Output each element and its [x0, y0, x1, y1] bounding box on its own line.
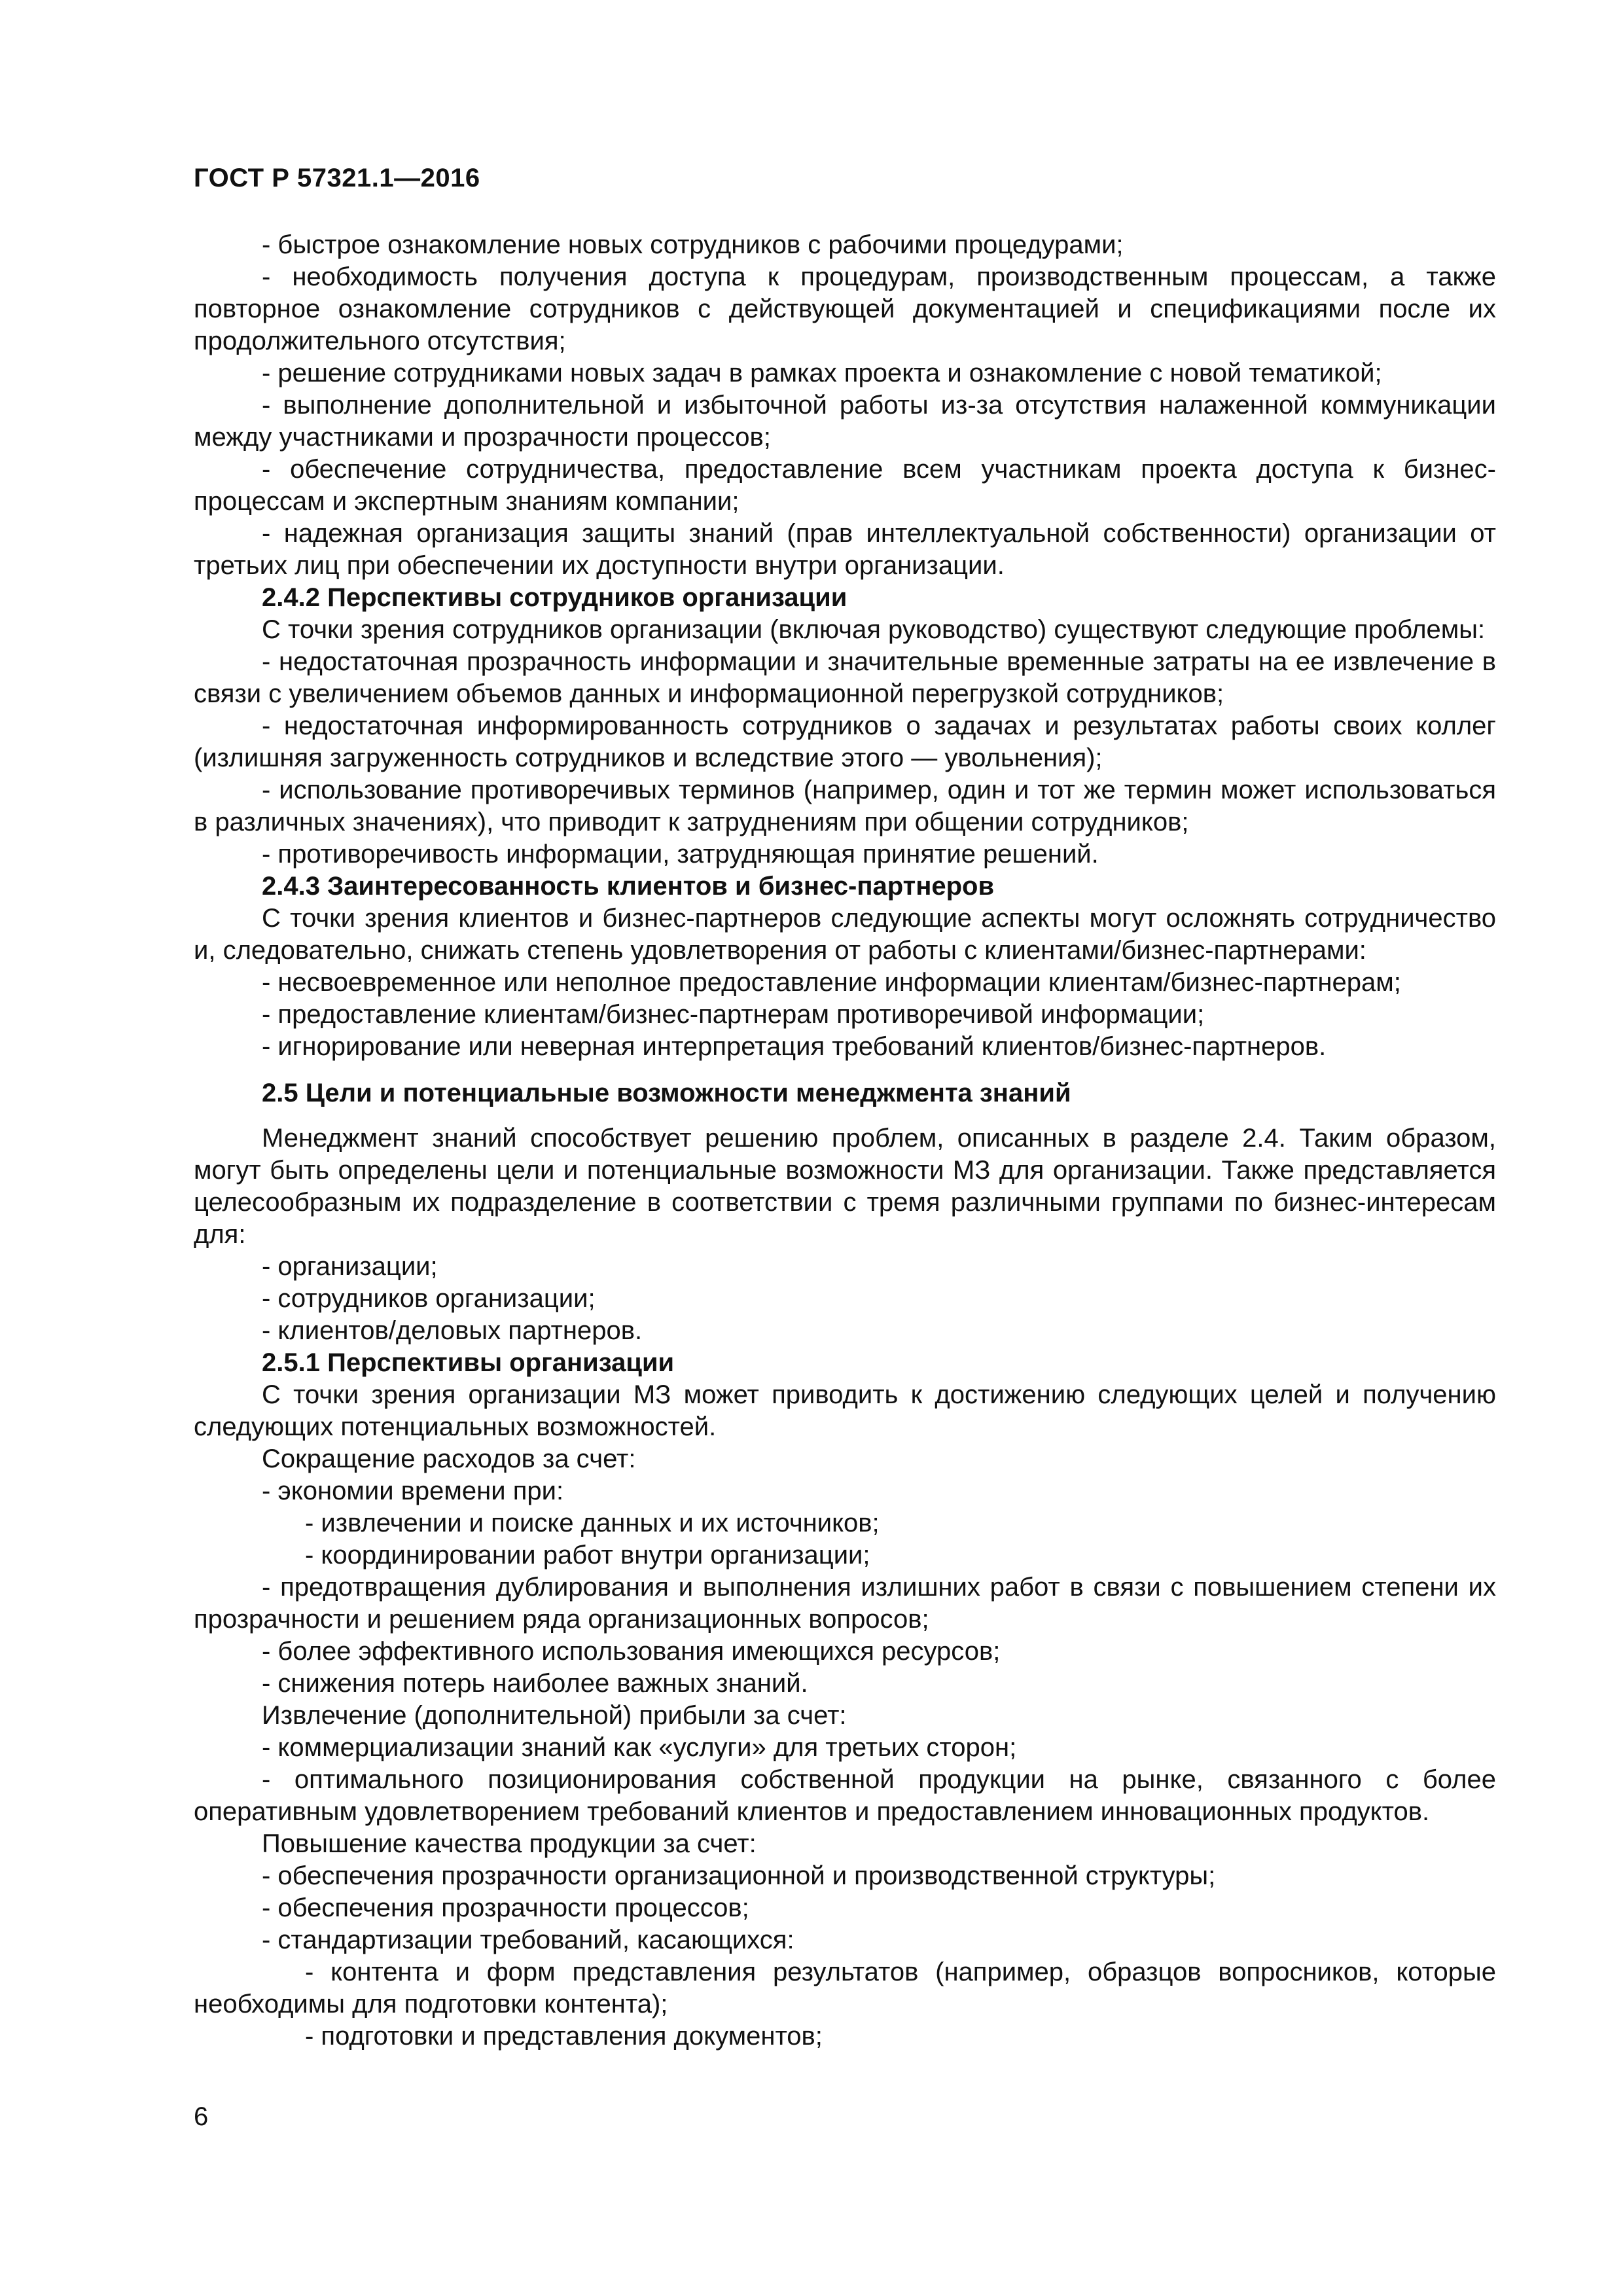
list-item: - надежная организация защиты знаний (прав интеллектуальной собственности) организации от третьих лиц при обеспечении их доступности внутри организации.	[194, 519, 1496, 580]
list-item: - экономии времени при:	[262, 1477, 564, 1505]
page-number: 6	[194, 2102, 209, 2131]
list-item: - стандартизации требований, касающихся:	[262, 1926, 794, 1954]
list-item: - недостаточная прозрачность информации и значительные временные затраты на ее извлечение в связи с увеличением объемов данных и информационной перегрузкой сотрудников;	[194, 647, 1496, 708]
subsection-heading: 2.4.3 Заинтересованность клиентов и бизнес-партнеров	[262, 872, 995, 901]
section-heading: 2.5 Цели и потенциальные возможности менеджмента знаний	[262, 1079, 1071, 1107]
list-item: - выполнение дополнительной и избыточной работы из-за отсутствия налаженной коммуникации между участниками и прозрачности процессов;	[194, 391, 1496, 452]
nested-list-item: - контента и форм представления результатов (например, образцов вопросников, которые необходимы для подготовки контента);	[194, 1958, 1496, 2018]
list-item: - быстрое ознакомление новых сотрудников с рабочими процедурами;	[262, 230, 1124, 259]
list-item: - клиентов/деловых партнеров.	[262, 1316, 643, 1345]
list-item: - решение сотрудниками новых задач в рамках проекта и ознакомление с новой тематикой;	[262, 359, 1382, 387]
paragraph: Менеджмент знаний способствует решению проблем, описанных в разделе 2.4. Таким образом, могут быть определены цели и потенциальные возможности МЗ для организации. Также представляется целесообразным их подразделение в соответствии с тремя различными группами по бизнес-интересам для:	[194, 1124, 1496, 1249]
list-item: - необходимость получения доступа к процедурам, производственным процессам, а также повторное ознакомление сотрудников с действующей документацией и спецификациями после их продолжительного отсутствия;	[194, 262, 1496, 355]
list-item: - обеспечения прозрачности организационной и производственной структуры;	[262, 1861, 1216, 1890]
paragraph: Извлечение (дополнительной) прибыли за счет:	[262, 1701, 847, 1730]
list-item: - обеспечение сотрудничества, предоставление всем участникам проекта доступа к бизнес-процессам и экспертным знаниям компании;	[194, 455, 1496, 516]
paragraph: С точки зрения организации МЗ может приводить к достижению следующих целей и получению следующих потенциальных возможностей.	[194, 1380, 1496, 1441]
document-header: ГОСТ Р 57321.1—2016	[194, 164, 480, 192]
list-item: - обеспечения прозрачности процессов;	[262, 1893, 749, 1922]
list-item: - организации;	[262, 1252, 438, 1281]
list-item: - более эффективного использования имеющихся ресурсов;	[262, 1637, 1001, 1666]
paragraph: С точки зрения сотрудников организации (включая руководство) существуют следующие проблемы:	[262, 615, 1486, 644]
list-item: - предотвращения дублирования и выполнения излишних работ в связи с повышением степени их прозрачности и решением ряда организационных вопросов;	[194, 1573, 1496, 1634]
list-item: - снижения потерь наиболее важных знаний.	[262, 1669, 808, 1698]
nested-list-item: - подготовки и представления документов;	[305, 2022, 823, 2051]
document-body	[194, 229, 1496, 2053]
list-item: - предоставление клиентам/бизнес-партнерам противоречивой информации;	[262, 1000, 1205, 1029]
list-item: - игнорирование или неверная интерпретация требований клиентов/бизнес-партнеров.	[262, 1032, 1327, 1061]
subsection-heading: 2.4.2 Перспективы сотрудников организации	[262, 583, 847, 612]
nested-list-item: - координировании работ внутри организации;	[305, 1541, 870, 1570]
nested-list-item: - извлечении и поиске данных и их источников;	[305, 1509, 880, 1537]
list-item: - оптимального позиционирования собственной продукции на рынке, связанного с более оперативным удовлетворением требований клиентов и предоставлением инновационных продуктов.	[194, 1765, 1496, 1826]
list-item: - коммерциализации знаний как «услуги» для третьих сторон;	[262, 1733, 1017, 1762]
list-item: - использование противоречивых терминов (например, один и тот же термин может использоваться в различных значениях), что приводит к затруднениям при общении сотрудников;	[194, 776, 1496, 836]
paragraph: Сокращение расходов за счет:	[262, 1444, 636, 1473]
paragraph: С точки зрения клиентов и бизнес-партнеров следующие аспекты могут осложнять сотрудничество и, следовательно, снижать степень удовлетворения от работы с клиентами/бизнес-партнерами:	[194, 904, 1496, 965]
list-item: - недостаточная информированность сотрудников о задачах и результатах работы своих коллег (излишняя загруженность сотрудников и вследствие этого — увольнения);	[194, 711, 1496, 772]
list-item: - сотрудников организации;	[262, 1284, 596, 1313]
paragraph: Повышение качества продукции за счет:	[262, 1829, 757, 1858]
list-item: - несвоевременное или неполное предоставление информации клиентам/бизнес-партнерам;	[262, 968, 1401, 997]
list-item: - противоречивость информации, затрудняющая принятие решений.	[262, 840, 1099, 869]
subsection-heading: 2.5.1 Перспективы организации	[262, 1348, 675, 1377]
